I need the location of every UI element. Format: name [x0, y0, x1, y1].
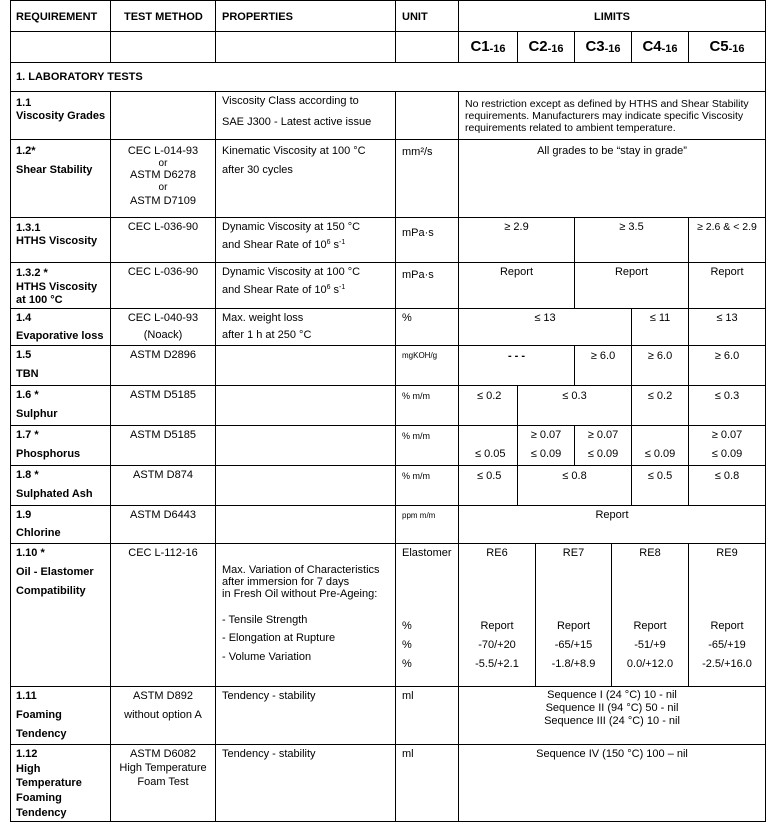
- row-1-3-1-c1c2: [459, 218, 575, 263]
- row-1-12-properties: [216, 745, 396, 822]
- property-text: Kinematic Viscosity at 100 °C: [222, 145, 366, 157]
- row-1-12-requirement: [10, 745, 111, 822]
- row-1-6-method: [111, 386, 216, 426]
- row-1-3-1-c5: [689, 218, 766, 263]
- row-1-9-requirement: [10, 506, 111, 544]
- row-1-1-method: [111, 92, 216, 140]
- property-text: after 1 h at 250 °C: [222, 329, 312, 341]
- limit-value: ≤ 13: [534, 312, 556, 324]
- property-text: in Fresh Oil without Pre-Ageing:: [222, 588, 378, 600]
- row-1-4-c1c3: [459, 309, 632, 346]
- row-1-9-unit: [396, 506, 459, 544]
- limit-value: ≥ 0.07: [711, 429, 743, 441]
- method-text: CEC L-014-93: [127, 145, 199, 157]
- header-properties: PROPERTIES: [222, 11, 293, 23]
- unit-text: % m/m: [402, 391, 430, 401]
- row-1-12-unit: [396, 745, 459, 822]
- row-1-9-limits: [459, 506, 766, 544]
- row-1-1-unit: [396, 92, 459, 140]
- row-1-6-c2c3: [518, 386, 632, 426]
- row-1-4-method: [111, 309, 216, 346]
- method-text: ASTM D6082: [129, 748, 197, 760]
- row-1-11-method: [111, 687, 216, 745]
- row-name: Tendency: [16, 807, 67, 819]
- limit-value: ≤ 0.8: [714, 470, 740, 482]
- unit-text: %: [402, 639, 412, 651]
- row-1-8-c1: [459, 466, 518, 506]
- limit-value: ≤ 0.3: [714, 390, 740, 402]
- unit-text: % m/m: [402, 471, 430, 481]
- row-name: Viscosity Grades: [16, 110, 106, 122]
- row-1-5-properties: [216, 346, 396, 386]
- unit-text: Elastomer: [402, 547, 452, 559]
- method-text: CEC L-036-90: [127, 221, 199, 233]
- row-number: 1.9: [16, 509, 32, 521]
- row-1-12-limits: [459, 745, 766, 822]
- row-number: 1.4: [16, 312, 32, 324]
- unit-text: %: [402, 620, 412, 632]
- property-text: Dynamic Viscosity at 100 °C: [222, 266, 361, 278]
- method-text: ASTM D874: [133, 469, 193, 481]
- limit-value: ≥ 6.0: [647, 350, 673, 362]
- row-1-6-c1: [459, 386, 518, 426]
- row-1-6-unit: [396, 386, 459, 426]
- row-1-7-c5: [689, 426, 766, 466]
- row-1-3-2-c5: [689, 263, 766, 309]
- row-number: 1.2*: [16, 145, 36, 157]
- limit-value: ≥ 6.0: [590, 350, 616, 362]
- row-1-5-requirement: [10, 346, 111, 386]
- limit-value: ≤ 0.05: [475, 448, 506, 460]
- limit-value: ≤ 0.09: [644, 448, 676, 460]
- row-1-8-c5: [689, 466, 766, 506]
- row-1-3-2-method: [111, 263, 216, 309]
- row-1-3-2-unit: [396, 263, 459, 309]
- limit-value: -5.5/+2.1: [475, 658, 519, 670]
- grade-c3-cell: [575, 32, 632, 63]
- row-1-7-c1: [459, 426, 518, 466]
- property-text: after 30 cycles: [222, 164, 293, 176]
- method-text: ASTM D892: [133, 690, 193, 702]
- limit-text: No restriction except as defined by HTHS and Shear Stability: [465, 98, 749, 110]
- row-1-10-re7: [536, 544, 612, 687]
- row-1-11-limits: [459, 687, 766, 745]
- method-text: ASTM D2896: [129, 349, 197, 361]
- row-1-1-requirement: [10, 92, 111, 140]
- property-text: after immersion for 7 days: [222, 576, 350, 588]
- limit-value: Sequence II (94 °C) 50 - nil: [545, 702, 679, 714]
- row-number: 1.3.1: [16, 222, 41, 234]
- method-text: ASTM D7109: [129, 195, 197, 207]
- grade-row-blank-3: [216, 32, 396, 63]
- limit-value: -65/+15: [554, 639, 593, 651]
- limit-value: Sequence III (24 °C) 10 - nil: [544, 715, 680, 727]
- elastomer-name: RE6: [486, 547, 508, 559]
- limit-value: ≤ 0.09: [711, 448, 743, 460]
- method-text: High Temperature: [119, 762, 207, 774]
- method-text: CEC L-036-90: [127, 266, 199, 278]
- row-1-3-2-properties: [216, 263, 396, 309]
- limit-value: ≤ 11: [649, 312, 671, 324]
- row-1-5-method: [111, 346, 216, 386]
- property-text: Tendency - stability: [222, 690, 316, 702]
- limit-value: ≤ 0.8: [562, 470, 587, 482]
- header-test-method: TEST METHOD: [124, 11, 203, 23]
- limit-value: ≤ 0.09: [530, 448, 562, 460]
- row-1-10-method: [111, 544, 216, 687]
- grade-c5: $C5_{-16}$: [709, 38, 745, 55]
- row-1-3-2-c3c4: [575, 263, 689, 309]
- limit-text: requirements. Manufacturers may indicate specific Viscosity: [465, 110, 744, 122]
- row-1-3-1-requirement: [10, 218, 111, 263]
- header-properties-cell: [216, 0, 396, 32]
- property-text: Tendency - stability: [222, 748, 316, 760]
- limit-value: -65/+19: [708, 639, 746, 651]
- grade-c5-cell: [689, 32, 766, 63]
- row-1-8-requirement: [10, 466, 111, 506]
- row-1-11-requirement: [10, 687, 111, 745]
- row-1-6-properties: [216, 386, 396, 426]
- row-1-2-method: [111, 140, 216, 218]
- limit-value: -1.8/+8.9: [551, 658, 596, 670]
- row-name: Tendency: [16, 728, 67, 740]
- limit-value: ≥ 0.07: [587, 429, 619, 441]
- row-name: Oil - Elastomer: [16, 566, 94, 578]
- row-1-7-c4: [632, 426, 689, 466]
- row-1-3-1-unit: [396, 218, 459, 263]
- grade-c4-cell: [632, 32, 689, 63]
- row-1-4-c5: [689, 309, 766, 346]
- limit-value: Report: [633, 620, 667, 632]
- row-name: Phosphorus: [16, 448, 81, 460]
- property-text: SAE J300 - Latest active issue: [222, 116, 372, 128]
- row-1-8-unit: [396, 466, 459, 506]
- row-1-2-properties: [216, 140, 396, 218]
- method-text: CEC L-040-93: [127, 312, 199, 324]
- header-unit: UNIT: [402, 11, 428, 23]
- row-number: 1.5: [16, 349, 32, 361]
- unit-text: ml: [402, 748, 414, 760]
- row-1-7-properties: [216, 426, 396, 466]
- row-number: 1.11: [16, 690, 37, 702]
- row-1-10-re8: [612, 544, 689, 687]
- row-name: HTHS Viscosity: [16, 235, 98, 247]
- limit-value: ≥ 2.6 & < 2.9: [697, 221, 757, 233]
- unit-text: %: [402, 312, 412, 324]
- property-text: - Elongation at Rupture: [222, 632, 336, 644]
- limit-value: Sequence I (24 °C) 10 - nil: [547, 689, 677, 701]
- section-title-cell: [10, 63, 766, 92]
- row-number: 1.3.2 *: [16, 267, 48, 279]
- row-1-10-unit: [396, 544, 459, 687]
- limit-text: requirements related to ambient temperature.: [465, 122, 676, 134]
- row-1-1-limits: [459, 92, 766, 140]
- method-text: ASTM D5185: [129, 389, 197, 401]
- row-1-2-requirement: [10, 140, 111, 218]
- row-name: High: [16, 763, 41, 775]
- property-text: and Shear Rate of $10^6$ $s^{-1}$: [222, 239, 346, 251]
- row-1-3-2-requirement: [10, 263, 111, 309]
- row-1-11-unit: [396, 687, 459, 745]
- limit-value: ≤ 0.2: [477, 390, 502, 402]
- row-number: 1.8 *: [16, 469, 39, 481]
- property-text: and Shear Rate of $10^6$ $s^{-1}$: [222, 284, 346, 296]
- row-1-5-c3: [575, 346, 632, 386]
- limit-value: Report: [499, 266, 534, 278]
- row-1-7-c2: [518, 426, 575, 466]
- header-limits: LIMITS: [593, 11, 631, 23]
- property-text: Dynamic Viscosity at 150 °C: [222, 221, 361, 233]
- method-text: ASTM D5185: [129, 429, 197, 441]
- method-text: CEC L-112-16: [128, 547, 198, 559]
- row-1-2-limits: [459, 140, 766, 218]
- grade-row-blank-2: [111, 32, 216, 63]
- row-number: 1.1: [16, 97, 32, 109]
- property-text: - Tensile Strength: [222, 614, 308, 626]
- limit-value: -2.5/+16.0: [702, 658, 752, 670]
- limit-text: All grades to be “stay in grade”: [537, 145, 687, 157]
- row-1-1-properties: [216, 92, 396, 140]
- limit-value: ≤ 0.09: [587, 448, 619, 460]
- row-1-7-unit: [396, 426, 459, 466]
- unit-text: mm²/s: [402, 146, 433, 158]
- row-1-12-method: [111, 745, 216, 822]
- unit-text: mgKOH/g: [402, 351, 438, 360]
- method-text: or: [158, 182, 168, 193]
- unit-text: ppm m/m: [402, 511, 436, 520]
- row-1-11-properties: [216, 687, 396, 745]
- row-1-3-1-method: [111, 218, 216, 263]
- grade-c1: $C1_{-16}$: [470, 38, 506, 55]
- limit-value: Report: [480, 620, 514, 632]
- row-1-6-c4: [632, 386, 689, 426]
- row-1-8-properties: [216, 466, 396, 506]
- limit-value: ≥ 6.0: [714, 350, 740, 362]
- limit-value: -70/+20: [478, 639, 516, 651]
- section-title: 1. LABORATORY TESTS: [16, 71, 143, 83]
- row-1-10-re6: [459, 544, 536, 687]
- limit-value: ≥ 0.07: [530, 429, 562, 441]
- limit-value: ≤ 13: [716, 312, 738, 324]
- limit-value: ≤ 0.5: [647, 470, 673, 482]
- header-requirement: REQUIREMENT: [16, 11, 98, 23]
- grade-c4: $C4_{-16}$: [642, 38, 678, 55]
- row-1-7-requirement: [10, 426, 111, 466]
- row-name: Foaming: [16, 709, 62, 721]
- header-requirement-cell: [10, 0, 111, 32]
- row-1-5-unit: [396, 346, 459, 386]
- property-text: Max. Variation of Characteristics: [222, 564, 380, 576]
- row-name: at 100 °C: [16, 294, 63, 306]
- row-1-5-c5: [689, 346, 766, 386]
- property-text: Viscosity Class according to: [222, 95, 359, 107]
- row-1-10-properties: [216, 544, 396, 687]
- row-number: 1.6 *: [16, 389, 39, 401]
- unit-text: ml: [402, 690, 414, 702]
- row-name: Foaming: [16, 792, 62, 804]
- unit-text: %: [402, 658, 412, 670]
- row-name: Sulphur: [16, 408, 58, 420]
- row-1-7-method: [111, 426, 216, 466]
- limit-value: Sequence IV (150 °C) 100 – nil: [536, 748, 688, 760]
- grade-c2: $C2_{-16}$: [528, 38, 564, 55]
- row-1-4-unit: [396, 309, 459, 346]
- row-name: Evaporative loss: [16, 330, 104, 342]
- row-name: Shear Stability: [16, 164, 93, 176]
- method-text: Foam Test: [137, 776, 189, 788]
- row-1-8-c2c3: [518, 466, 632, 506]
- grade-c3: $C3_{-16}$: [585, 38, 621, 55]
- row-number: 1.10 *: [16, 547, 45, 559]
- limit-value: Report: [710, 266, 744, 278]
- limit-value: Report: [710, 620, 744, 632]
- row-1-6-requirement: [10, 386, 111, 426]
- limit-value: -51/+9: [634, 639, 666, 651]
- row-1-2-unit: [396, 140, 459, 218]
- row-name: Compatibility: [16, 585, 86, 597]
- grade-row-blank-1: [10, 32, 111, 63]
- method-text: ASTM D6443: [129, 509, 197, 521]
- row-1-4-c4: [632, 309, 689, 346]
- limit-value: 0.0/+12.0: [626, 658, 674, 670]
- limit-value: ≥ 2.9: [504, 221, 529, 233]
- limit-value: ≥ 3.5: [619, 221, 644, 233]
- row-1-8-method: [111, 466, 216, 506]
- grade-row-blank-4: [396, 32, 459, 63]
- row-1-3-2-c1c2: [459, 263, 575, 309]
- limit-value: Report: [556, 620, 591, 632]
- unit-text: % m/m: [402, 431, 430, 441]
- grade-c1-cell: [459, 32, 518, 63]
- row-1-4-properties: [216, 309, 396, 346]
- method-text: or: [158, 158, 168, 169]
- unit-text: mPa·s: [402, 269, 434, 281]
- limit-value: ≤ 0.5: [477, 470, 502, 482]
- row-name: TBN: [16, 368, 39, 380]
- row-1-4-requirement: [10, 309, 111, 346]
- row-1-9-properties: [216, 506, 396, 544]
- header-test-method-cell: [111, 0, 216, 32]
- row-1-7-c3: [575, 426, 632, 466]
- row-1-3-1-c3c4: [575, 218, 689, 263]
- grade-c2-cell: [518, 32, 575, 63]
- row-name: HTHS Viscosity: [16, 281, 98, 293]
- method-text: (Noack): [143, 329, 183, 341]
- row-1-5-c4: [632, 346, 689, 386]
- row-number: 1.12: [16, 748, 38, 760]
- header-limits-cell: [459, 0, 766, 32]
- elastomer-name: RE8: [639, 547, 661, 559]
- row-1-10-re9: [689, 544, 766, 687]
- row-1-5-c1c2: [459, 346, 575, 386]
- limit-value: - - -: [507, 350, 526, 362]
- row-name: Temperature: [16, 777, 82, 789]
- row-1-9-method: [111, 506, 216, 544]
- row-1-8-c4: [632, 466, 689, 506]
- elastomer-name: RE9: [716, 547, 738, 559]
- limit-value: ≤ 0.2: [647, 390, 673, 402]
- property-text: - Volume Variation: [222, 651, 312, 663]
- unit-text: mPa·s: [402, 227, 434, 239]
- limit-value: ≤ 0.3: [562, 390, 587, 402]
- method-text: without option A: [124, 709, 202, 721]
- row-number: 1.7 *: [16, 429, 39, 441]
- row-name: Sulphated Ash: [16, 488, 93, 500]
- row-1-10-requirement: [10, 544, 111, 687]
- row-name: Chlorine: [16, 527, 61, 539]
- elastomer-name: RE7: [562, 547, 585, 559]
- method-text: ASTM D6278: [129, 169, 197, 181]
- row-1-3-1-properties: [216, 218, 396, 263]
- row-1-6-c5: [689, 386, 766, 426]
- property-text: Max. weight loss: [222, 312, 304, 324]
- limit-value: Report: [614, 266, 649, 278]
- limit-value: Report: [595, 509, 629, 521]
- header-unit-cell: [396, 0, 459, 32]
